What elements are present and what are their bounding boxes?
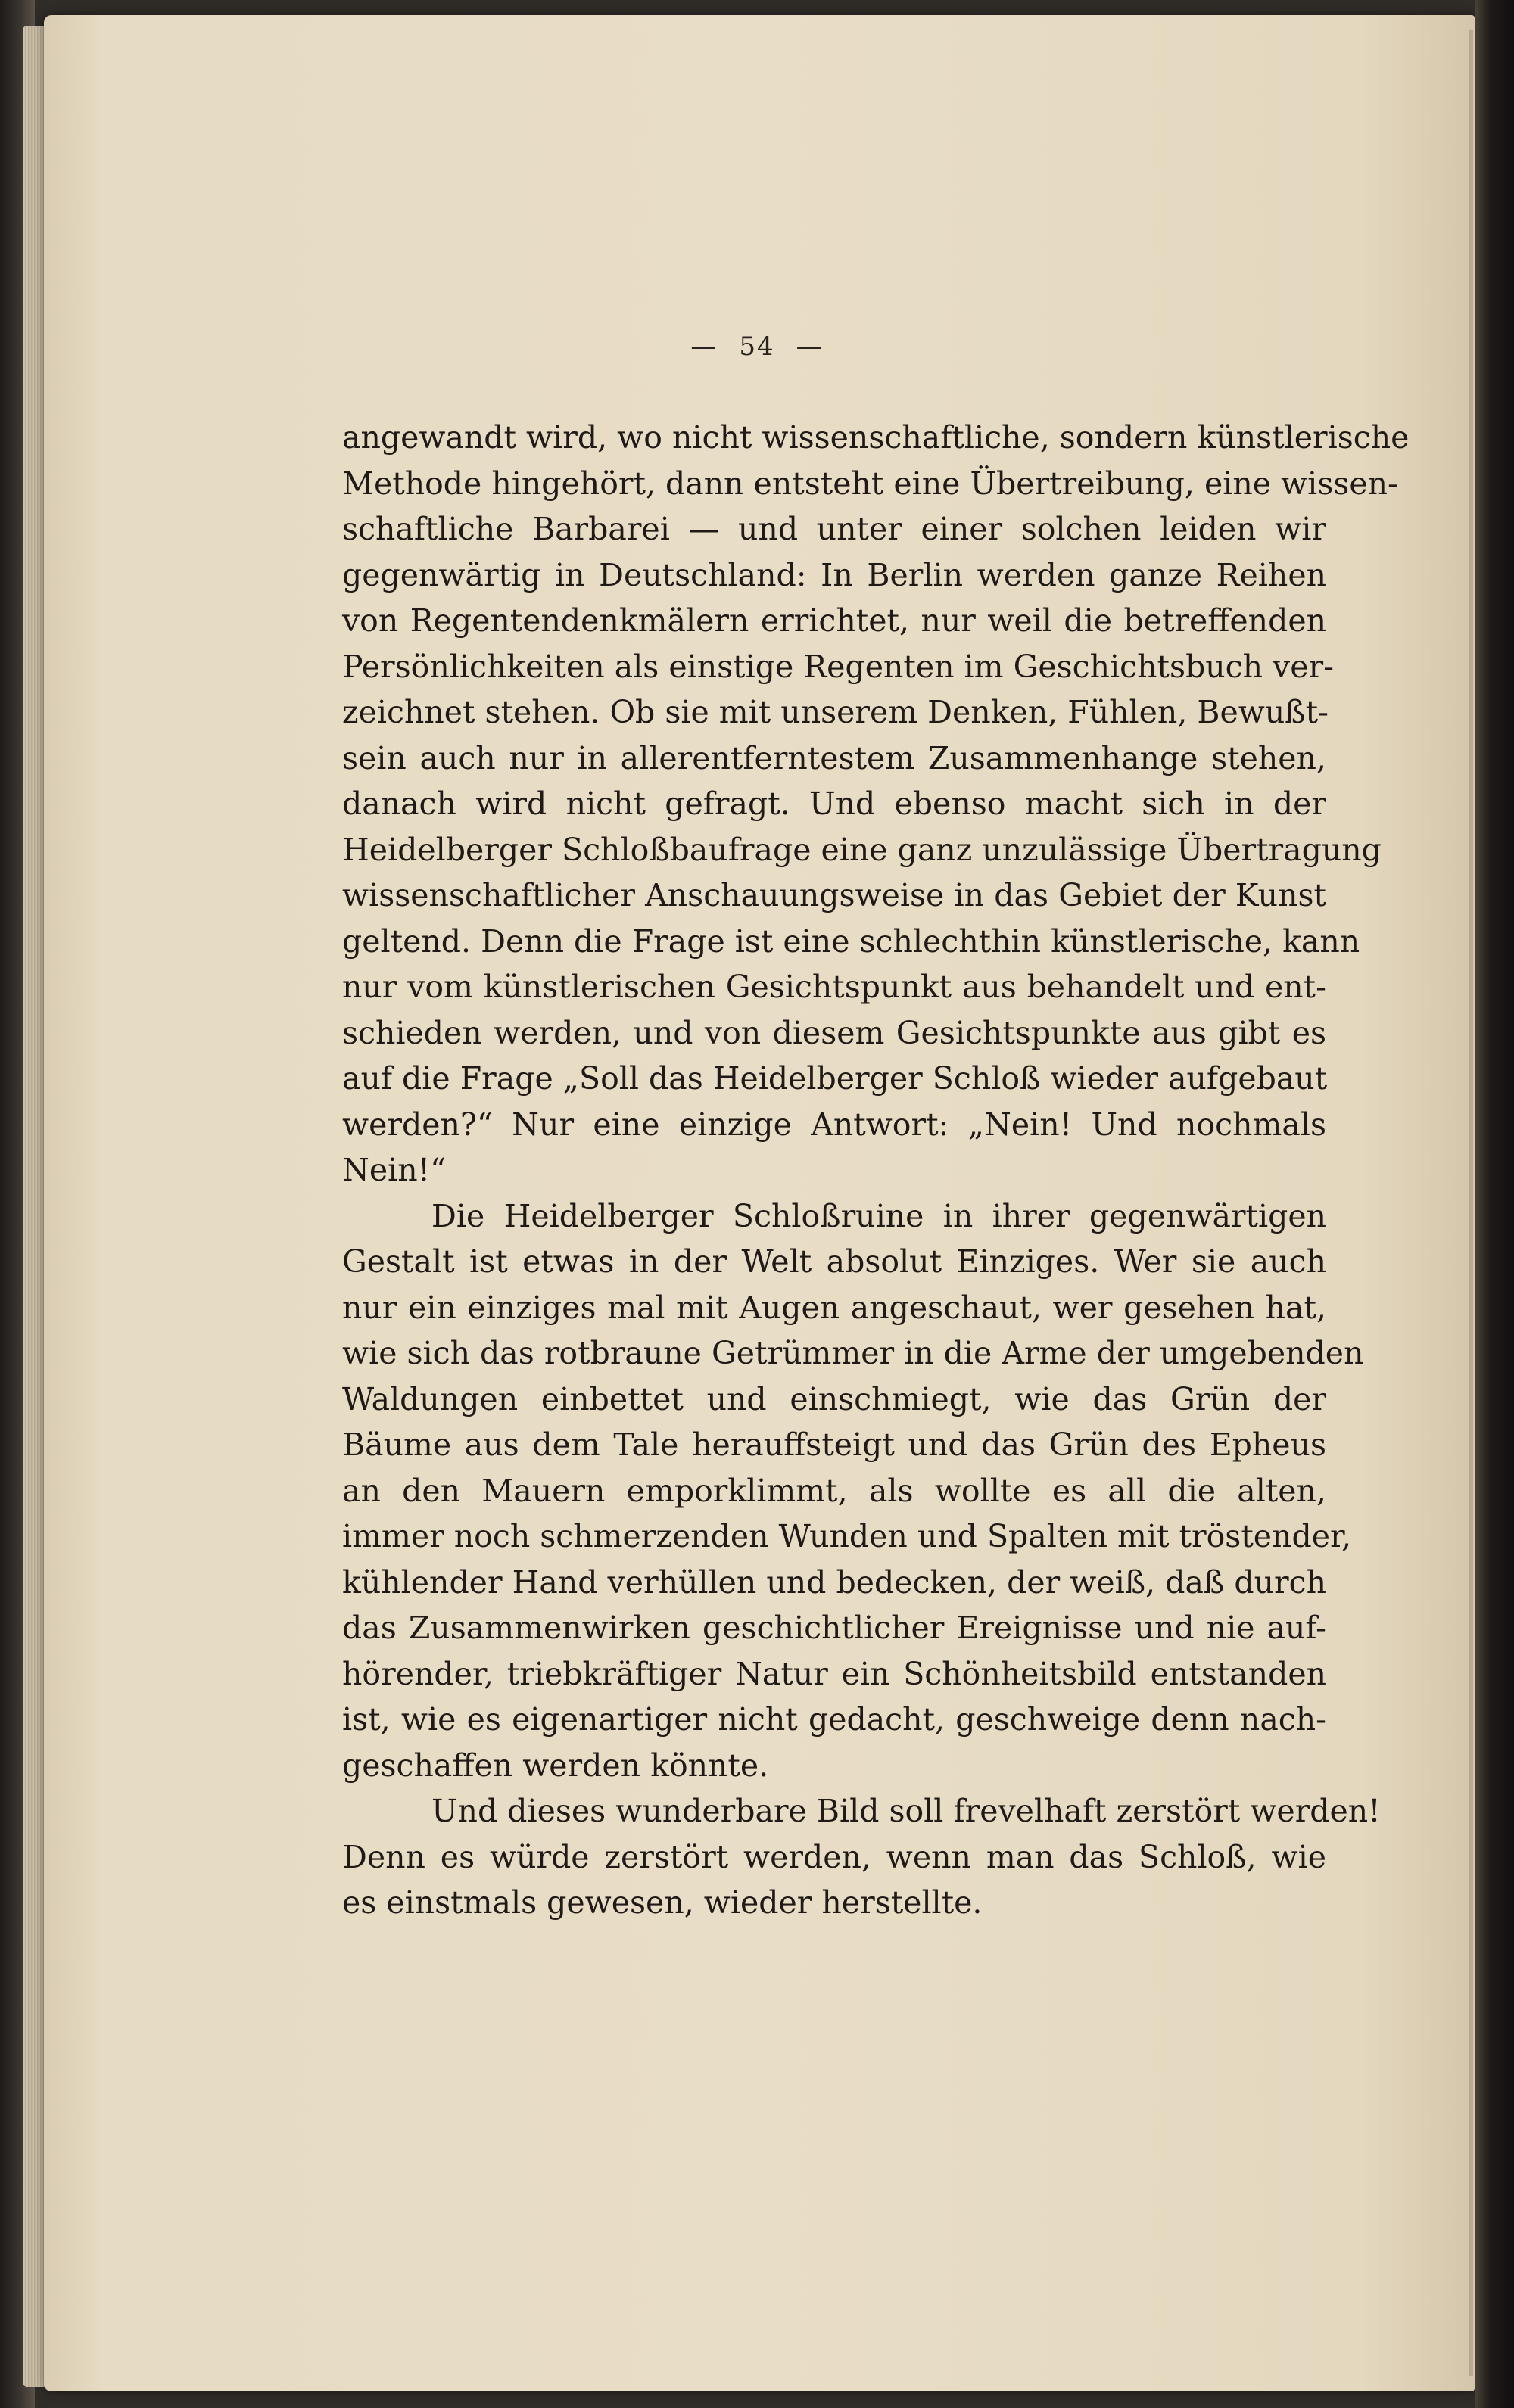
text-line: Gestalt ist etwas in der Welt absolut Einziges. Wer sie auch xyxy=(342,1243,1326,1280)
paragraph-1 xyxy=(342,415,1410,1193)
text-line: gegenwärtig in Deutschland: In Berlin werden ganze Reihen xyxy=(342,556,1326,593)
paragraph-3 xyxy=(342,1788,1381,1926)
text-line: zeichnet stehen. Ob sie mit unserem Denken, Fühlen, Bewußt- xyxy=(342,694,1329,730)
text-line: von Regentendenkmälern errichtet, nur weil die betreffenden xyxy=(342,602,1326,639)
page-number-dash-right: — xyxy=(796,331,824,362)
paragraph-2 xyxy=(342,1193,1364,1789)
text-line: immer noch schmerzenden Wunden und Spalten mit tröstender, xyxy=(342,1518,1352,1554)
text-line: Methode hingehört, dann entsteht eine Übertreibung, eine wissen- xyxy=(342,465,1398,502)
text-line: Denn es würde zerstört werden, wenn man das Schloß, wie xyxy=(342,1838,1326,1875)
text-line: Persönlichkeiten als einstige Regenten im Geschichtsbuch ver- xyxy=(342,648,1334,685)
text-line: nur vom künstlerischen Gesichtspunkt aus behandelt und ent- xyxy=(342,969,1326,1005)
text-line: kühlender Hand verhüllen und bedecken, der weiß, daß durch xyxy=(342,1563,1326,1601)
text-line: schaftliche Barbarei — und unter einer solchen leiden wir xyxy=(342,511,1326,547)
text-line: geltend. Denn die Frage ist eine schlechthin künstlerische, kann xyxy=(342,922,1360,960)
text-line: geschaffen werden könnte. xyxy=(342,1747,769,1784)
text-line: es einstmals gewesen, wieder herstellte. xyxy=(342,1884,983,1921)
text-line: danach wird nicht gefragt. Und ebenso macht sich in der xyxy=(342,786,1326,822)
page-edge-line xyxy=(1469,30,1473,2376)
text-line: Und dieses wunderbare Bild soll frevelhaft zerstört werden! xyxy=(431,1793,1381,1829)
text-line: sein auch nur in allerentferntestem Zusammenhange stehen, xyxy=(342,739,1326,776)
text-line: nur ein einziges mal mit Augen angeschaut, wer gesehen hat, xyxy=(342,1289,1326,1326)
page-number-dash-left: — xyxy=(690,331,718,362)
text-line: Bäume aus dem Tale herauffsteigt und das Grün des Epheus xyxy=(342,1426,1326,1463)
text-line: auf die Frage „Soll das Heidelberger Schloß wieder aufgebaut xyxy=(342,1060,1328,1097)
text-line: Heidelberger Schloßbaufrage eine ganz unzulässige Übertragung xyxy=(342,831,1382,868)
text-line: ist, wie es eigenartiger nicht gedacht, geschweige denn nach- xyxy=(342,1701,1326,1738)
text-line: das Zusammenwirken geschichtlicher Ereignisse und nie auf- xyxy=(342,1610,1326,1646)
text-line: wie sich das rotbraune Getrümmer in die Arme der umgebenden xyxy=(342,1335,1364,1371)
text-line: an den Mauern emporklimmt, als wollte es all die alten, xyxy=(342,1472,1326,1509)
text-line: angewandt wird, wo nicht wissenschaftliche, sondern künstlerische xyxy=(342,419,1410,456)
page-number-header xyxy=(0,331,1514,362)
body-text xyxy=(342,415,1410,1926)
text-line: Die Heidelberger Schloßruine in ihrer gegenwärtigen xyxy=(431,1197,1326,1234)
text-line: Nein!“ xyxy=(342,1152,447,1188)
text-line: hörender, triebkräftiger Natur ein Schönheitsbild entstanden xyxy=(342,1655,1326,1692)
page-number: 54 xyxy=(739,331,775,362)
text-line: Waldungen einbettet und einschmiegt, wie das Grün der xyxy=(342,1380,1326,1417)
text-line: werden?“ Nur eine einzige Antwort: „Nein! Und nochmals xyxy=(342,1106,1326,1143)
text-line: schieden werden, und von diesem Gesichtspunkte aus gibt es xyxy=(342,1014,1326,1051)
text-line: wissenschaftlicher Anschauungsweise in das Gebiet der Kunst xyxy=(342,877,1326,913)
